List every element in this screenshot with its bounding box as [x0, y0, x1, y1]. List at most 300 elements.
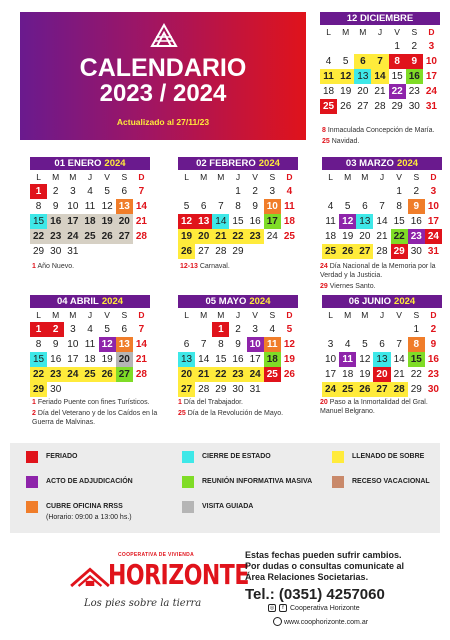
month-february [178, 157, 298, 259]
holiday-date: 20 [320, 399, 328, 406]
social-link[interactable] [268, 604, 360, 612]
day-cell: 5 [362, 339, 368, 350]
day-cell: 6 [200, 201, 207, 212]
header-banner [20, 12, 306, 140]
day-cell: 26 [339, 244, 356, 259]
day-cell: 14 [135, 339, 147, 350]
day-cell: 10 [264, 199, 281, 214]
holiday-note [320, 398, 445, 416]
day-cell: 3 [430, 186, 437, 197]
legend-reunion [182, 476, 312, 488]
info-line-1: Estas fechas pueden sufrir cambios. [245, 550, 402, 560]
day-cell: 1 [30, 322, 47, 337]
day-grid [322, 322, 442, 397]
weekday-label: D [138, 172, 145, 182]
day-cell: 9 [408, 199, 425, 214]
day-cell: 31 [427, 246, 439, 257]
day-cell: 27 [198, 246, 210, 257]
day-cell: 21 [135, 216, 147, 227]
footer-tagline: Los pies sobre la tierra [84, 598, 202, 609]
weekday-label: L [328, 310, 333, 320]
day-cell: 29 [232, 246, 244, 257]
globe-icon [273, 617, 282, 626]
day-cell: 22 [30, 367, 47, 382]
empty-day-cell [212, 184, 229, 199]
day-cell: 4 [325, 56, 332, 67]
day-cell: 1 [394, 41, 400, 52]
month-year: 2024 [394, 296, 416, 307]
day-cell: 3 [428, 41, 435, 52]
day-cell: 29 [391, 244, 408, 259]
day-cell: 21 [135, 354, 147, 365]
day-cell: 18 [325, 231, 337, 242]
day-cell: 27 [356, 244, 373, 259]
day-cell: 14 [393, 354, 405, 365]
day-cell: 2 [52, 186, 59, 197]
day-cell: 20 [178, 367, 195, 382]
weekday-label: J [379, 310, 385, 320]
legend-reunion-label: REUNIÓN INFORMATIVA MASIVA [202, 478, 313, 485]
month-name: 04 ABRIL [56, 296, 99, 307]
feriado-swatch [26, 451, 38, 463]
day-cell: 14 [135, 201, 147, 212]
day-cell: 7 [200, 339, 207, 350]
social-handle: Cooperativa Horizonte [290, 604, 360, 612]
day-cell: 25 [283, 231, 295, 242]
weekday-label: V [394, 27, 400, 37]
day-cell: 7 [218, 201, 224, 212]
month-header [178, 157, 298, 170]
calendar-years: 2023 / 2024 [99, 80, 227, 107]
llenado-swatch [332, 451, 344, 463]
day-cell: 2 [430, 324, 437, 335]
holiday-description: Día del Trabajador. [181, 399, 243, 406]
footer-info [245, 550, 445, 583]
month-december [320, 12, 440, 114]
day-cell: 24 [64, 367, 81, 382]
month-name: 06 JUNIO [348, 296, 392, 307]
day-cell: 21 [376, 231, 388, 242]
day-cell: 1 [396, 186, 402, 197]
day-cell: 29 [391, 101, 403, 112]
holiday-date: 25 [322, 138, 330, 145]
holiday-description: Navidad. [329, 138, 360, 145]
day-cell: 15 [408, 352, 425, 367]
month-header [322, 295, 442, 308]
info-line-2: Por dudas o consultas comunicate al [245, 561, 405, 571]
day-cell: 19 [283, 354, 295, 365]
day-cell: 10 [427, 201, 439, 212]
day-cell: 23 [247, 229, 264, 244]
day-cell: 9 [52, 339, 59, 350]
weekday-label: V [396, 310, 402, 320]
holiday-description: Día de la Revolución de Mayo. [185, 410, 284, 417]
day-cell: 13 [356, 214, 373, 229]
month-name: 01 ENERO [54, 158, 102, 169]
weekday-row [322, 172, 442, 183]
day-cell: 26 [340, 101, 352, 112]
notes-may [178, 398, 308, 420]
day-cell: 12 [339, 214, 356, 229]
weekday-label: V [396, 172, 402, 182]
notes-june [320, 398, 445, 418]
month-name: 02 FEBRERO [196, 158, 256, 169]
day-cell: 1 [30, 184, 47, 199]
day-cell: 11 [320, 69, 337, 84]
weekday-label: M [344, 310, 352, 320]
holiday-date: 1 [32, 263, 36, 270]
day-cell: 15 [215, 354, 227, 365]
day-cell: 20 [116, 214, 133, 229]
instagram-icon: ◎ [269, 605, 275, 611]
empty-day-cell [373, 184, 390, 199]
holiday-date: 1 [32, 399, 36, 406]
weekday-label: S [411, 27, 418, 37]
day-cell: 7 [379, 201, 385, 212]
day-cell: 25 [320, 99, 337, 114]
day-cell: 3 [327, 339, 334, 350]
day-cell: 30 [410, 246, 422, 257]
day-cell: 22 [391, 229, 408, 244]
month-name: 03 MARZO [345, 158, 394, 169]
weekday-label: M [359, 27, 367, 37]
empty-day-cell [339, 322, 356, 337]
month-year: 2024 [101, 296, 124, 307]
day-cell: 16 [410, 216, 422, 227]
day-cell: 27 [116, 367, 133, 382]
day-cell: 20 [359, 231, 371, 242]
holiday-note [322, 126, 444, 135]
day-cell: 16 [427, 354, 439, 365]
month-may [178, 295, 298, 397]
holiday-description: Día del Veterano y de los Caídos en la Guerra de Malvinas. [32, 410, 158, 426]
day-cell: 29 [30, 382, 47, 397]
holiday-date: 29 [320, 283, 328, 290]
weekday-label: D [138, 310, 145, 320]
day-cell: 15 [30, 352, 47, 367]
legend-acto [26, 476, 133, 488]
day-cell: 12 [99, 337, 116, 352]
day-cell: 14 [371, 69, 388, 84]
weekday-label: J [377, 27, 383, 37]
day-cell: 8 [396, 201, 402, 212]
horizonte-logo-icon [150, 22, 178, 48]
horizonte-house-logo-icon [70, 560, 110, 596]
day-grid [320, 39, 440, 114]
empty-day-cell [322, 322, 339, 337]
day-cell: 13 [354, 69, 371, 84]
empty-day-cell [320, 39, 337, 54]
day-cell: 20 [373, 367, 390, 382]
weekday-label: M [69, 172, 77, 182]
day-cell: 28 [198, 384, 210, 395]
day-cell: 24 [425, 86, 437, 97]
day-cell: 8 [218, 339, 224, 350]
weekday-label: D [286, 172, 293, 182]
day-cell: 23 [427, 369, 439, 380]
day-cell: 14 [212, 214, 229, 229]
day-cell: 11 [339, 352, 356, 367]
day-cell: 7 [138, 324, 145, 335]
legend-feriado-label: FERIADO [46, 453, 78, 460]
holiday-note [178, 398, 308, 407]
day-cell: 23 [408, 86, 420, 97]
day-cell: 7 [396, 339, 402, 350]
day-cell: 14 [198, 354, 210, 365]
empty-day-cell [391, 322, 408, 337]
day-cell: 6 [121, 186, 128, 197]
day-cell: 24 [266, 231, 278, 242]
day-cell: 27 [357, 101, 369, 112]
holiday-description: Feriado Puente con fines Turísticos. [35, 399, 150, 406]
day-cell: 12 [101, 201, 113, 212]
day-cell: 2 [411, 41, 418, 52]
receso-swatch [332, 476, 344, 488]
day-cell: 19 [342, 231, 354, 242]
day-cell: 10 [67, 339, 79, 350]
legend-cubre-text [46, 501, 132, 522]
day-cell: 24 [425, 229, 442, 244]
holiday-date: 25 [178, 410, 186, 417]
holiday-date: 24 [320, 263, 328, 270]
legend [10, 443, 440, 533]
weekday-label: L [328, 172, 333, 182]
legend-visita [182, 501, 253, 513]
day-cell: 16 [232, 354, 244, 365]
empty-day-cell [322, 184, 339, 199]
day-cell: 21 [374, 86, 386, 97]
month-march [322, 157, 442, 259]
day-cell: 5 [104, 324, 110, 335]
day-cell: 17 [264, 214, 281, 229]
weekday-label: M [361, 172, 369, 182]
weekday-label: J [235, 310, 241, 320]
day-cell: 25 [339, 382, 356, 397]
day-cell: 15 [391, 71, 403, 82]
day-cell: 23 [408, 229, 425, 244]
day-cell: 29 [410, 384, 422, 395]
day-cell: 30 [427, 384, 439, 395]
day-cell: 27 [116, 229, 133, 244]
day-cell: 4 [327, 201, 334, 212]
day-cell: 3 [70, 186, 76, 197]
day-cell: 28 [376, 246, 388, 257]
empty-day-cell [373, 322, 390, 337]
day-cell: 15 [232, 216, 244, 227]
facebook-icon: f [279, 604, 287, 612]
day-cell: 28 [374, 101, 386, 112]
day-cell: 19 [99, 214, 116, 229]
day-cell: 17 [425, 71, 437, 82]
day-cell: 3 [252, 324, 258, 335]
legend-cubre-label: CUBRE OFICINA RRSS [46, 503, 123, 510]
holiday-note [322, 137, 444, 146]
holiday-date: 1 [178, 399, 182, 406]
day-cell: 28 [135, 369, 147, 380]
weekday-label: J [379, 172, 385, 182]
empty-day-cell [339, 184, 356, 199]
holiday-description: Paso a la Inmortalidad del Gral. Manuel Belgrano. [320, 399, 428, 415]
holiday-note [320, 282, 445, 291]
day-cell: 26 [99, 367, 116, 382]
empty-day-cell [178, 184, 195, 199]
weekday-label: S [121, 310, 128, 320]
day-cell: 4 [87, 324, 93, 335]
day-cell: 10 [425, 56, 437, 67]
day-cell: 23 [47, 367, 64, 382]
weekday-label: L [326, 27, 331, 37]
day-cell: 26 [283, 369, 295, 380]
day-cell: 14 [376, 216, 388, 227]
weekday-row [322, 310, 442, 321]
legend-cierre-label: CIERRE DE ESTADO [202, 453, 271, 460]
weekday-label: V [252, 172, 258, 182]
legend-cubre-hours: (Horario: 09:00 a 13:00 hs.) [46, 514, 132, 521]
day-cell: 20 [357, 86, 369, 97]
day-cell: 19 [340, 86, 352, 97]
day-cell: 25 [322, 244, 339, 259]
day-cell: 4 [269, 324, 276, 335]
day-cell: 8 [35, 201, 42, 212]
weekday-label: D [428, 27, 435, 37]
holiday-date: 8 [322, 127, 326, 134]
weekday-label: L [36, 310, 41, 320]
day-cell: 29 [215, 384, 227, 395]
weekday-row [30, 172, 150, 183]
weekday-row [320, 27, 440, 38]
day-cell: 8 [408, 337, 425, 352]
month-name: 12 DICIEMBRE [346, 13, 414, 24]
day-cell: 12 [337, 69, 354, 84]
day-cell: 1 [212, 322, 229, 337]
day-cell: 5 [104, 186, 110, 197]
notes-april [32, 398, 164, 429]
day-cell: 8 [235, 201, 241, 212]
phone-number[interactable]: Tel.: (0351) 4257060 [245, 586, 385, 603]
weekday-label: M [69, 310, 77, 320]
month-year: 2024 [396, 158, 419, 169]
footer-coop: COOPERATIVA DE VIVIENDA [118, 552, 194, 558]
day-grid [30, 322, 150, 397]
weekday-label: M [52, 310, 60, 320]
empty-day-cell [356, 322, 373, 337]
day-cell: 27 [178, 382, 195, 397]
weekday-label: V [252, 310, 258, 320]
day-cell: 6 [354, 54, 371, 69]
month-header [178, 295, 298, 308]
weekday-label: J [235, 172, 241, 182]
weekday-label: M [361, 310, 369, 320]
weekday-label: D [430, 172, 437, 182]
day-cell: 18 [81, 214, 98, 229]
acto-swatch [26, 476, 38, 488]
day-cell: 6 [379, 339, 385, 350]
weekday-label: S [413, 172, 420, 182]
weekday-label: M [217, 172, 225, 182]
day-cell: 2 [413, 186, 420, 197]
empty-day-cell [354, 39, 371, 54]
day-cell: 12 [283, 339, 295, 350]
day-cell: 15 [393, 216, 405, 227]
visita-swatch [182, 501, 194, 513]
day-cell: 19 [359, 369, 371, 380]
day-cell: 31 [67, 246, 79, 257]
day-cell: 26 [356, 382, 373, 397]
holiday-description: Año Nuevo. [35, 263, 75, 270]
notes-march [320, 262, 445, 293]
day-cell: 22 [410, 369, 422, 380]
day-cell: 13 [178, 352, 195, 367]
weekday-label: D [430, 310, 437, 320]
day-cell: 17 [249, 354, 261, 365]
weekday-label: S [413, 310, 420, 320]
day-cell: 2 [252, 186, 258, 197]
month-january [30, 157, 150, 259]
legend-visita-label: VISITA GUIADA [202, 503, 254, 510]
day-cell: 9 [52, 201, 59, 212]
day-cell: 17 [67, 354, 79, 365]
day-cell: 31 [249, 384, 261, 395]
day-cell: 13 [373, 352, 390, 367]
day-cell: 9 [430, 339, 437, 350]
day-cell: 10 [247, 337, 264, 352]
day-cell: 29 [33, 246, 45, 257]
website-link[interactable] [286, 617, 370, 626]
legend-llenado [332, 451, 424, 463]
day-cell: 19 [178, 229, 195, 244]
legend-cubre [26, 501, 132, 522]
weekday-label: V [104, 310, 110, 320]
day-cell: 16 [50, 354, 62, 365]
weekday-label: L [184, 172, 189, 182]
month-header [322, 157, 442, 170]
day-cell: 1 [413, 324, 420, 335]
day-cell: 13 [116, 337, 133, 352]
day-cell: 30 [408, 101, 420, 112]
day-cell: 30 [232, 384, 244, 395]
day-cell: 28 [135, 231, 147, 242]
day-cell: 22 [229, 229, 246, 244]
calendar-title: CALENDARIO [79, 54, 247, 82]
weekday-label: M [342, 27, 350, 37]
month-header [30, 157, 150, 170]
day-cell: 19 [101, 354, 113, 365]
day-cell: 12 [178, 214, 195, 229]
day-cell: 28 [215, 246, 227, 257]
empty-day-cell [371, 39, 388, 54]
weekday-row [178, 310, 298, 321]
holiday-date: 12-13 [180, 263, 198, 270]
day-cell: 4 [87, 186, 93, 197]
weekday-label: S [121, 172, 128, 182]
day-cell: 7 [138, 186, 145, 197]
day-cell: 30 [50, 246, 62, 257]
day-cell: 24 [247, 367, 264, 382]
day-cell: 5 [342, 56, 349, 67]
day-cell: 21 [212, 229, 229, 244]
day-cell: 17 [325, 369, 337, 380]
month-year: 2024 [249, 296, 271, 307]
day-cell: 7 [371, 54, 388, 69]
day-cell: 2 [235, 324, 241, 335]
day-cell: 13 [116, 199, 133, 214]
day-cell: 11 [325, 216, 336, 227]
notes-february [180, 262, 310, 273]
holiday-description: Carnaval. [197, 263, 230, 270]
day-cell: 18 [84, 354, 96, 365]
weekday-label: L [184, 310, 189, 320]
weekday-label: J [87, 172, 93, 182]
